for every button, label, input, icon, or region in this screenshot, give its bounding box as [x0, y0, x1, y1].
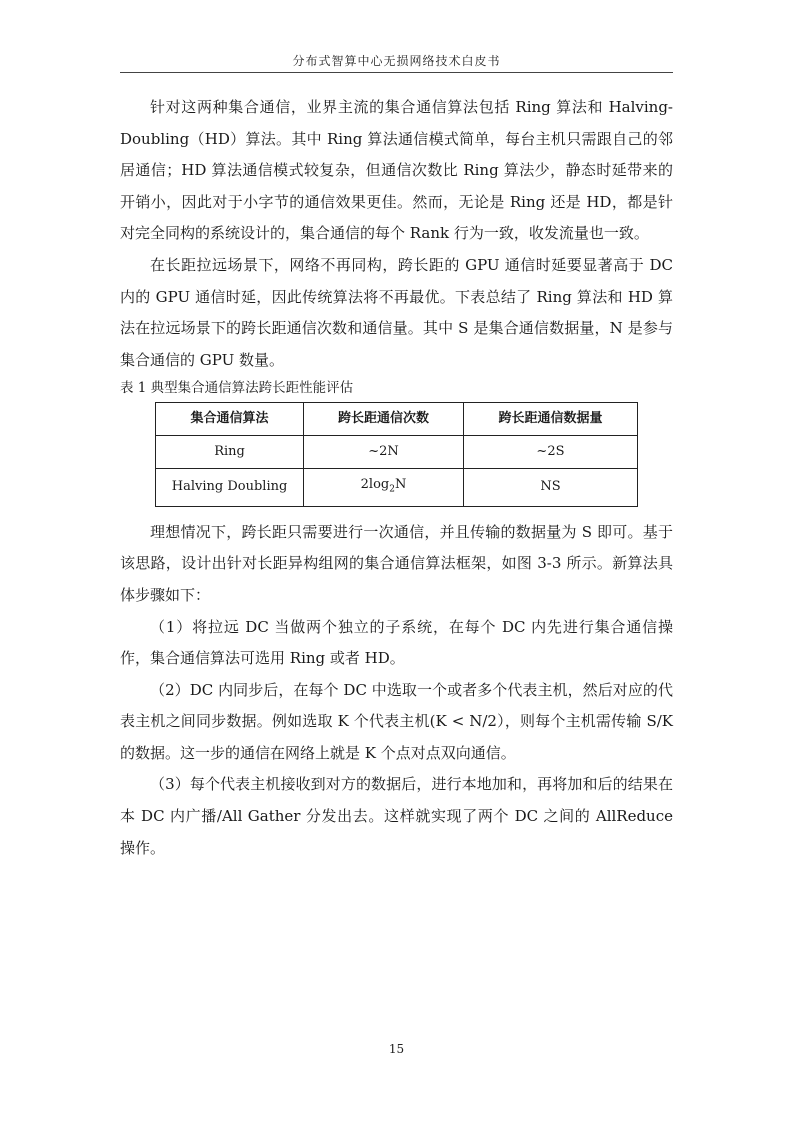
step-2: （2）DC 内同步后，在每个 DC 中选取一个或者多个代表主机，然后对应的代表主机之间同步数据。例如选取 K 个代表主机(K < N/2），则每个主机需传输 S/K 的数据。这一步的通信在网络上就是 K 个点对点双向通信。: [120, 680, 673, 762]
table-header-row: [156, 403, 638, 436]
step-1: （1）将拉远 DC 当做两个独立的子系统，在每个 DC 内先进行集合通信操作，集合通信算法可选用 Ring 或者 HD。: [120, 617, 673, 668]
cell-count: [304, 468, 464, 506]
running-header: 分布式智算中心无损网络技术白皮书: [292, 54, 501, 68]
cell-data: ~2S: [463, 435, 637, 468]
step-3: （3）每个代表主机接收到对方的数据后，进行本地加和，再将加和后的结果在本 DC 内广播/All Gather 分发出去。这样就实现了两个 DC 之间的 AllReduce 操作。: [120, 775, 673, 857]
count-prefix: 2log: [360, 476, 390, 492]
column-header-count: 跨长距通信次数: [304, 403, 464, 436]
table-container: [120, 402, 673, 506]
paragraph: 在长距拉远场景下，网络不再同构，跨长距的 GPU 通信时延要显著高于 DC 内的 GPU 通信时延，因此传统算法将不再最优。下表总结了 Ring 算法和 HD 算法在拉远场景下的跨长距通信次数和通信量。其中 S 是集合通信数据量，N 是参与集合通信的 GPU 数量。: [120, 255, 673, 369]
cell-data: NS: [463, 468, 637, 506]
count-subscript: 2: [389, 484, 395, 495]
paragraph: 理想情况下，跨长距只需要进行一次通信，并且传输的数据量为 S 即可。基于该思路，设计出针对长距异构组网的集合通信算法框架，如图 3-3 所示。新算法具体步骤如下：: [120, 522, 673, 604]
page-body: [120, 92, 673, 864]
cell-count: ~2N: [304, 435, 464, 468]
table-row: [156, 435, 638, 468]
column-header-data: 跨长距通信数据量: [463, 403, 637, 436]
table-row: [156, 468, 638, 506]
column-header-algorithm: 集合通信算法: [156, 403, 304, 436]
paragraph: 针对这两种集合通信，业界主流的集合通信算法包括 Ring 算法和 Halving-Doubling（HD）算法。其中 Ring 算法通信模式简单，每台主机只需跟自己的邻居通信；HD 算法通信模式较复杂，但通信次数比 Ring 算法少，静态时延带来的开销小，因此对于小字节的通信效果更佳。然而，无论是 Ring 还是 HD，都是针对完全同构的系统设计的，集合通信的每个 Rank 行为一致，收发流量也一致。: [120, 98, 673, 243]
page-number: 15: [388, 1042, 405, 1056]
count-suffix: N: [394, 476, 407, 492]
cell-algorithm: Halving Doubling: [156, 468, 304, 506]
header-divider: [120, 72, 673, 73]
table-caption: 表 1 典型集合通信算法跨长距性能评估: [120, 380, 354, 397]
evaluation-table: [155, 402, 638, 506]
cell-algorithm: Ring: [156, 435, 304, 468]
